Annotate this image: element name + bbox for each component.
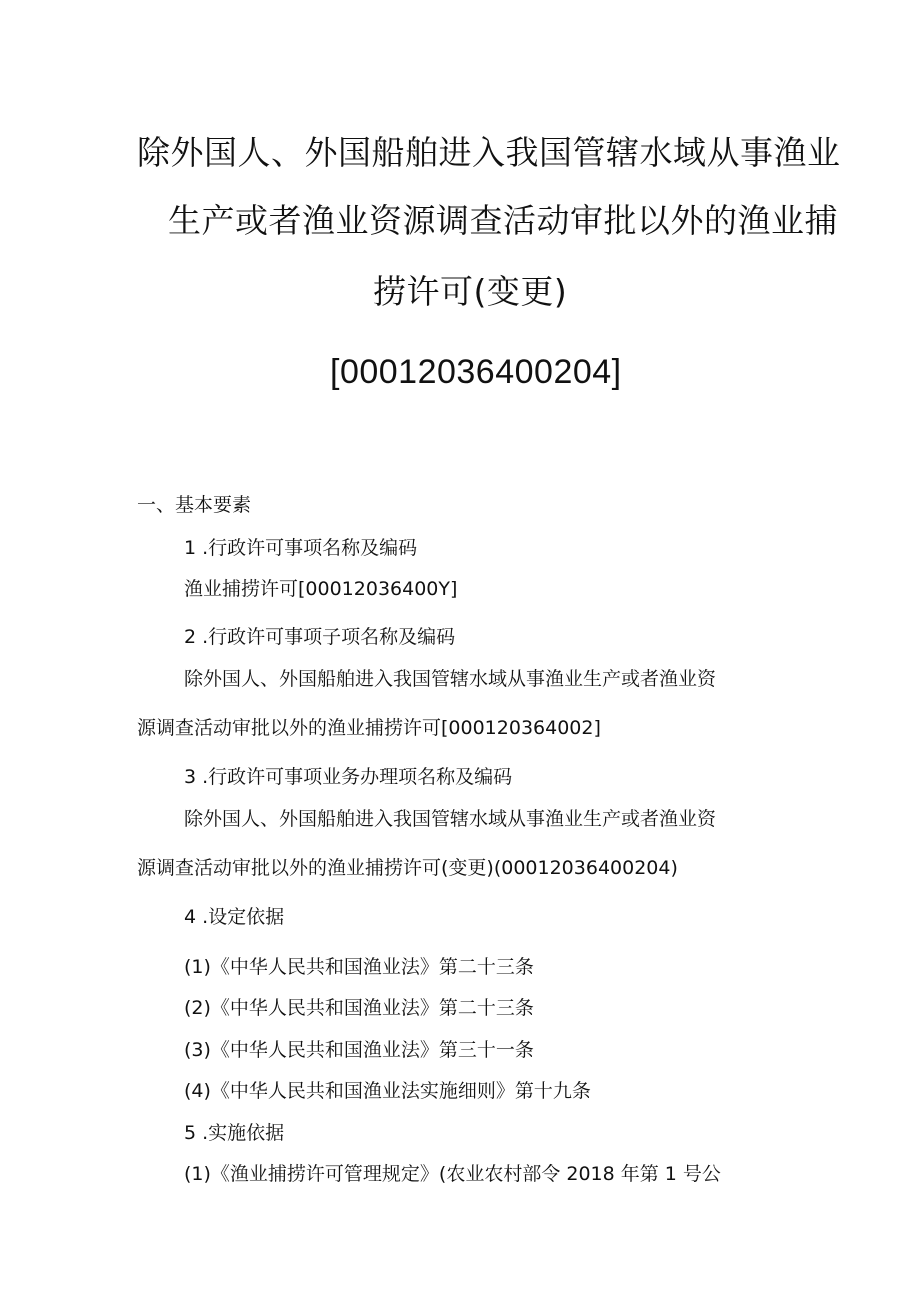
section-heading-basic-elements: 一、基本要素 (137, 494, 252, 516)
item1-value: 渔业捕捞许可[00012036400Y] (184, 578, 458, 600)
document-title-line-3: 捞许可(变更) (373, 272, 568, 311)
item2-value-line1: 除外国人、外国船舶进入我国管辖水域从事渔业生产或者渔业资 (184, 668, 717, 690)
document-title-line-1: 除外国人、外国船舶进入我国管辖水域从事渔业 (137, 133, 841, 172)
legal-basis-item: (2)《中华人民共和国渔业法》第二十三条 (184, 997, 534, 1019)
legal-basis-item: (3)《中华人民共和国渔业法》第三十一条 (184, 1039, 534, 1061)
item2-value-line2: 源调查活动审批以外的渔业捕捞许可[000120364002] (137, 717, 601, 739)
document-code: [00012036400204] (330, 353, 622, 391)
item3-label: 3 .行政许可事项业务办理项名称及编码 (184, 766, 513, 788)
legal-basis-item: (4)《中华人民共和国渔业法实施细则》第十九条 (184, 1080, 591, 1102)
item3-value-line2: 源调查活动审批以外的渔业捕捞许可(变更)(00012036400204) (137, 857, 678, 879)
item5-label: 5 .实施依据 (184, 1122, 285, 1144)
item1-label: 1 .行政许可事项名称及编码 (184, 537, 418, 559)
legal-basis-item: (1)《中华人民共和国渔业法》第二十三条 (184, 956, 534, 978)
item3-value-line1: 除外国人、外国船舶进入我国管辖水域从事渔业生产或者渔业资 (184, 808, 717, 830)
document-title-line-2: 生产或者渔业资源调查活动审批以外的渔业捕 (168, 201, 838, 240)
item2-label: 2 .行政许可事项子项名称及编码 (184, 626, 456, 648)
item4-label: 4 .设定依据 (184, 906, 285, 928)
implementation-basis-item: (1)《渔业捕捞许可管理规定》(农业农村部令 2018 年第 1 号公 (184, 1163, 721, 1185)
